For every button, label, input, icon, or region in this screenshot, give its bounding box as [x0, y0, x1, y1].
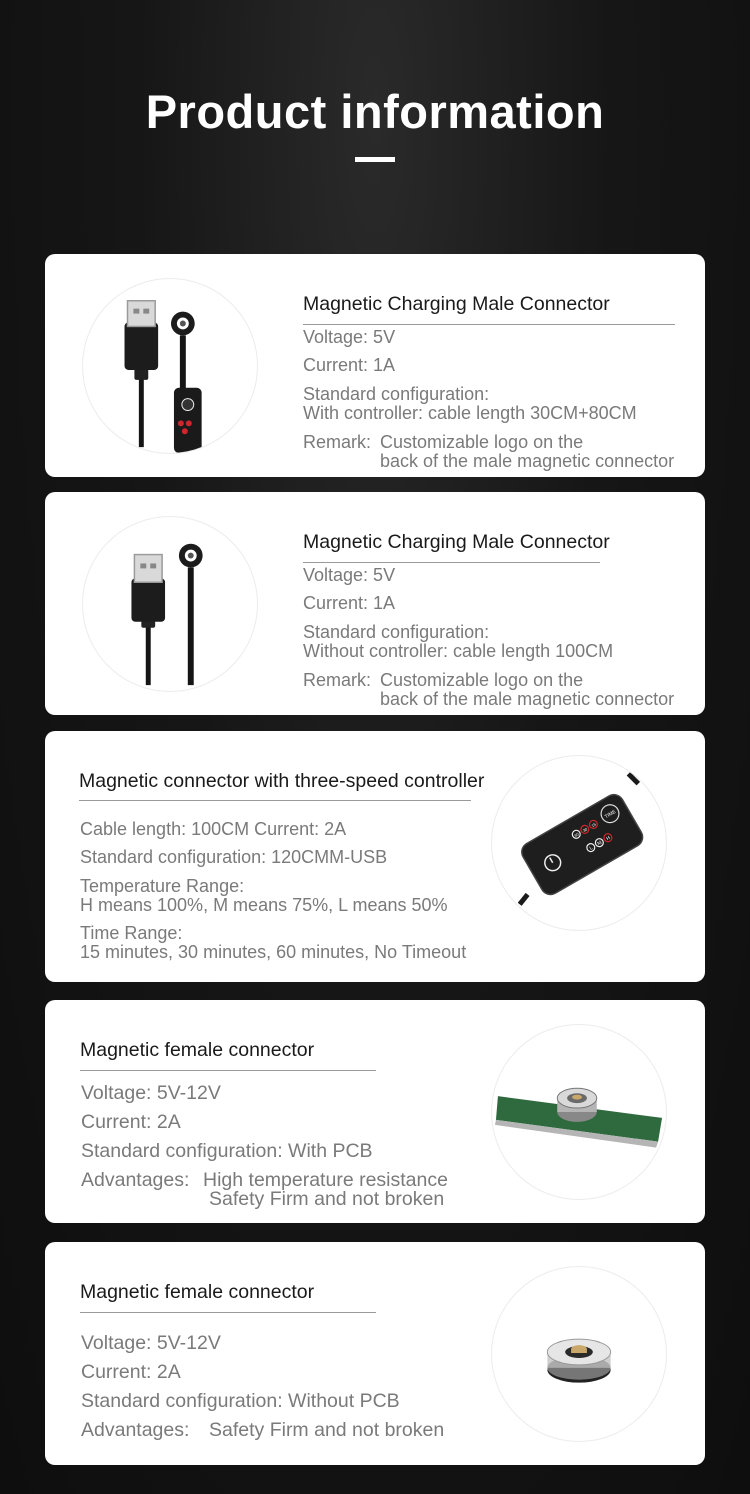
controller-label-h: H: [605, 835, 612, 843]
config-label: Standard configuration:: [303, 384, 490, 404]
config-text: Standard configuration: 120CMM-USB: [80, 847, 388, 867]
remark-text: [303, 433, 703, 473]
product-card-three-speed-controller: [45, 731, 705, 982]
voltage-text: Voltage: 5V: [303, 327, 396, 347]
title-underline: [80, 1312, 376, 1313]
controller-label-30: 30: [581, 826, 589, 834]
voltage-text: Voltage: 5V-12V: [81, 1082, 221, 1104]
female-connector-icon: [492, 1267, 666, 1441]
config-value: With controller: cable length 30CM+80CM: [303, 403, 637, 423]
voltage-text: Voltage: 5V: [303, 565, 396, 585]
remark-line-1: Customizable logo on the: [380, 670, 584, 690]
remark-text: [303, 671, 703, 711]
title-underline: [303, 324, 675, 325]
time-label: Time Range:: [80, 923, 183, 943]
remark-line-1: Customizable logo on the: [380, 432, 584, 452]
controller-label-l: L: [589, 846, 594, 852]
remark-line-2: back of the male magnetic connector: [380, 689, 675, 709]
card-title: Magnetic female connector: [80, 1039, 315, 1061]
remark-label: Remark:: [303, 670, 372, 690]
config-text: [303, 623, 613, 661]
page-title: Product information: [145, 85, 605, 138]
product-card-male-with-controller: [45, 254, 705, 477]
time-text: [80, 924, 466, 962]
card-title: Magnetic connector with three-speed controller: [79, 770, 485, 792]
config-value: Without controller: cable length 100CM: [303, 641, 614, 661]
controller-label-time: TIME: [604, 809, 618, 821]
config-label: Standard configuration:: [303, 622, 490, 642]
temperature-value: H means 100%, M means 75%, L means 50%: [80, 895, 448, 915]
advantages-text: [81, 1171, 501, 1211]
card-title: Magnetic female connector: [80, 1281, 315, 1303]
product-card-female-without-pcb: [45, 1242, 705, 1465]
controller-label-60: 60: [573, 831, 580, 838]
advantages-text: [81, 1421, 501, 1443]
product-card-female-with-pcb: [45, 1000, 705, 1223]
time-value: 15 minutes, 30 minutes, 60 minutes, No Timeout: [80, 942, 467, 962]
usb-cable-with-controller-icon: [83, 279, 257, 453]
advantages-line-2: Safety Firm and not broken: [209, 1188, 445, 1210]
temperature-label: Temperature Range:: [80, 876, 245, 896]
advantages-label: Advantages:: [81, 1419, 190, 1441]
cable-current-text: Cable length: 100CM Current: 2A: [80, 819, 347, 839]
config-text: Standard configuration: With PCB: [81, 1140, 373, 1162]
current-text: Current: 1A: [303, 355, 396, 375]
advantages-label: Advantages:: [81, 1169, 190, 1191]
advantages-line-1: High temperature resistance: [203, 1169, 448, 1191]
remark-line-2: back of the male magnetic connector: [380, 451, 675, 471]
product-card-male-without-controller: [45, 492, 705, 715]
card-title: Magnetic Charging Male Connector: [303, 531, 610, 553]
three-speed-controller-icon: [492, 756, 666, 930]
current-text: Current: 2A: [81, 1111, 181, 1133]
title-underline: [355, 157, 395, 162]
title-underline: [80, 1070, 376, 1071]
remark-label: Remark:: [303, 432, 372, 452]
title-underline: [79, 800, 471, 801]
product-photo: [82, 278, 258, 454]
current-text: Current: 2A: [81, 1361, 181, 1383]
usb-cable-icon: [83, 517, 257, 691]
current-text: Current: 1A: [303, 593, 396, 613]
title-underline: [303, 562, 600, 563]
card-title: Magnetic Charging Male Connector: [303, 293, 610, 315]
product-photo: [82, 516, 258, 692]
controller-label-15: 15: [590, 821, 597, 829]
temperature-text: [80, 877, 448, 915]
female-connector-pcb-icon: [492, 1025, 666, 1199]
config-text: Standard configuration: Without PCB: [81, 1390, 400, 1412]
product-photo: [491, 1024, 667, 1200]
controller-label-m: M: [597, 840, 604, 848]
product-photo: [491, 755, 667, 931]
config-text: [303, 385, 637, 423]
voltage-text: Voltage: 5V-12V: [81, 1332, 221, 1354]
product-photo: [491, 1266, 667, 1442]
advantages-line-1: Safety Firm and not broken: [209, 1419, 445, 1441]
